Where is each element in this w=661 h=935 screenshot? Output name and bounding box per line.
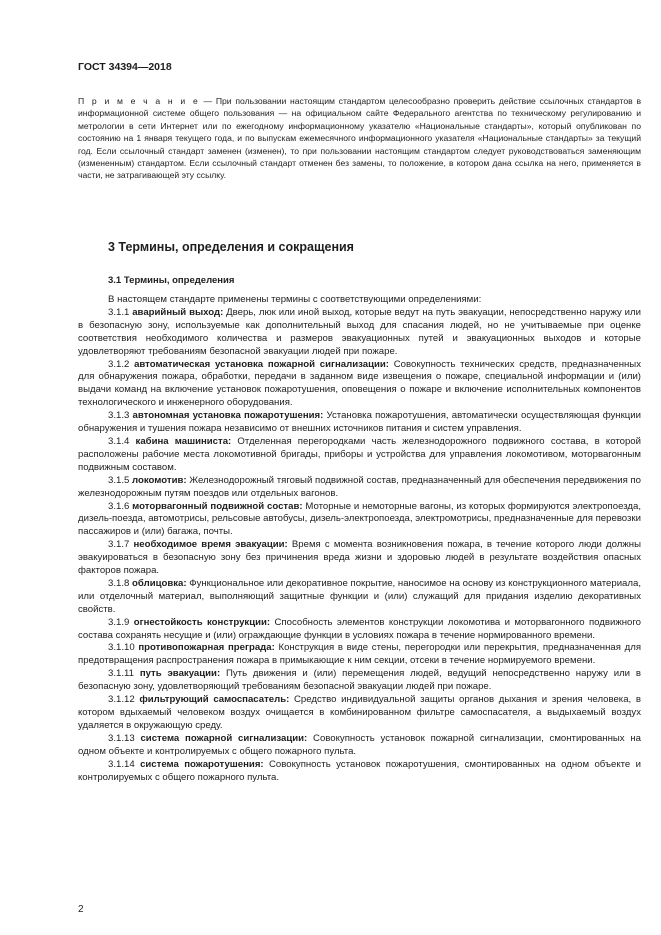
definition-term: локомотив: (132, 474, 187, 486)
definition-paragraph (78, 668, 641, 694)
definition-number: 3.1.7 (108, 539, 134, 551)
definition-term: система пожаротушения: (140, 758, 264, 770)
definition-text: Совокупность установок пожарной сигнализации, смонтированных на одном объекте и контролируемых с общего пожарного пульта. (78, 732, 642, 757)
definition-text: Установка пожаротушения, автоматически осуществляющая функции обнаружения и тушения пожара независимо от внешних источников питания и систем управления. (78, 410, 642, 435)
definition-number: 3.1.4 (108, 435, 136, 447)
definition-term: необходимое время эвакуации: (133, 539, 288, 551)
definition-term: автоматическая установка пожарной сигнализации: (134, 358, 389, 370)
definition-number: 3.1.5 (108, 474, 133, 486)
definition-term: автономная установка пожаротушения: (132, 410, 324, 422)
definition-number: 3.1.2 (108, 358, 135, 370)
definition-number: 3.1.1 (108, 306, 133, 318)
definition-paragraph (78, 617, 641, 643)
definition-number: 3.1.12 (108, 694, 140, 706)
definition-text: Совокупность технических средств, предназначенных для обнаружения пожара, обработки, передачи в заданном виде извещения о пожаре, специальной информации и (или) выдачи команд на включение установок пожаротушения, оповещения о пожаре и включение исполнительных компонентов технологического и инженерного оборудования. (78, 358, 641, 409)
subsection-title: 3.1 Термины, определения (108, 275, 235, 286)
note-label: П р и м е ч а н и е (78, 96, 200, 106)
definition-term: облицовка: (132, 577, 187, 589)
definition-paragraph (78, 359, 641, 411)
definition-paragraph (78, 642, 641, 668)
page-number: 2 (78, 904, 84, 915)
definition-paragraph (78, 410, 641, 436)
definition-text: Способность элементов конструкции локомотива и моторвагонного подвижного состава сохранять несущие и (или) ограждающие функции в условиях пожара в течение нормированного времени. (78, 616, 642, 641)
intro-paragraph: В настоящем стандарте применены термины с соответствующими определениями: (108, 294, 482, 305)
definition-text: Конструкция в виде стены, перегородки или перекрытия, предназначенная для предотвращения распространения пожара в примыкающие к ним секции, отсеки в течение нормируемого времени. (78, 642, 642, 667)
definition-term: кабина машиниста: (135, 435, 232, 447)
definition-number: 3.1.10 (108, 642, 139, 654)
definition-term: система пожарной сигнализации: (140, 732, 308, 744)
definition-text: Время с момента возникновения пожара, в течение которого люди должны эвакуироваться в безопасную зону без причинения вреда жизни и здоровью людей в результате воздействия опасных факторов пожара. (78, 539, 641, 577)
section-title: 3 Термины, определения и сокращения (108, 240, 354, 254)
definition-text: Совокупность установок пожаротушения, смонтированных на одном объекте и контролируемых с общего пожарного пульта. (78, 758, 641, 783)
definition-text: Моторные и немоторные вагоны, из которых формируются электропоезда, дизель-поезда, автомотрисы, рельсовые автобусы, дизель-электропоезда, электромотрисы, предназначенные для перевозки пассажиров и (или) багажа, почты. (78, 500, 641, 538)
note-paragraph (78, 95, 641, 182)
definition-paragraph (78, 733, 641, 759)
definition-number: 3.1.3 (108, 410, 133, 422)
definition-term: моторвагонный подвижной состав: (132, 500, 303, 512)
definition-text: Функциональное или декоративное покрытие, наносимое на основу из конструкционного материала, или отделочный материал, выполняющий защитные функции и (или) служащий для придания изделию декоративных свойств. (78, 577, 641, 615)
definition-paragraph (78, 501, 641, 540)
definition-text: Средство индивидуальной защиты органов дыхания и зрения человека, в котором вдыхаемый человеком воздух очищается в комбинированном фильтре самоспасателя, а выдыхаемый воздух удаляется в окружающую среду. (78, 694, 641, 731)
definition-paragraph (78, 578, 641, 617)
definition-paragraph (78, 475, 641, 501)
definition-number: 3.1.13 (108, 732, 141, 744)
definition-number: 3.1.6 (108, 500, 133, 512)
definition-text: Железнодорожный тяговый подвижной состав, предназначенный для обеспечения передвижения по железнодорожным путям поездов или отдельных вагонов. (78, 474, 641, 499)
note-text: — При пользовании настоящим стандартом целесообразно проверить действие ссылочных стандартов в информационной системе общего пользования — на официальном сайте Федерального агентства по техническому регулированию и метрологии в сети Интернет или по ежегодному информационному указателю «Национальные стандарты», который опубликован по состоянию на 1 января текущего года, и по выпускам ежемесячного информационного указателя «Национальные стандарты» за текущий год. Если ссылочный стандарт заменен (изменен), то при пользовании настоящим стандартом следует руководствоваться заменяющим (измененным) стандартом. Если ссылочный стандарт отменен без замены, то положение, в котором дана ссылка на него, применяется в части, не затрагивающей эту ссылку. (78, 96, 642, 181)
definition-paragraph (78, 436, 641, 475)
definition-number: 3.1.8 (108, 577, 133, 589)
definition-term: противопожарная преграда: (138, 642, 275, 654)
definition-number: 3.1.14 (108, 758, 141, 770)
definition-text: Путь движения и (или) перемещения людей, ведущий непосредственно наружу или в безопасную зону, удовлетворяющий требованиям безопасной эвакуации людей при пожаре. (78, 668, 641, 693)
definition-number: 3.1.9 (108, 616, 134, 628)
definition-paragraph (78, 759, 641, 785)
definition-term: путь эвакуации: (139, 668, 221, 680)
definition-text: Дверь, люк или иной выход, которые ведут на путь эвакуации, непосредственно наружу или в безопасную зону, используемые как дополнительный выход для спасания людей, но не учитываемые при оценке соответствия необходимого количества и размеров эвакуационных путей и эвакуационных выходов и которые удовлетворяют требованиям безопасной эвакуации людей при пожаре. (78, 306, 641, 357)
definitions-body (78, 294, 641, 784)
definition-paragraph (78, 307, 641, 359)
definition-term: аварийный выход: (132, 306, 224, 318)
definition-text: Отделенная перегородками часть железнодорожного подвижного состава, в которой расположены рабочие места локомотивной бригады, приборы и устройства для управления локомотивом, моторвагонным подвижным составом. (78, 435, 641, 473)
definition-number: 3.1.11 (108, 668, 140, 680)
definition-term: фильтрующий самоспасатель: (139, 694, 290, 706)
definition-paragraph (78, 539, 641, 578)
definition-paragraph (78, 694, 641, 733)
definition-term: огнестойкость конструкции: (133, 616, 271, 628)
document-header: ГОСТ 34394—2018 (78, 61, 172, 73)
